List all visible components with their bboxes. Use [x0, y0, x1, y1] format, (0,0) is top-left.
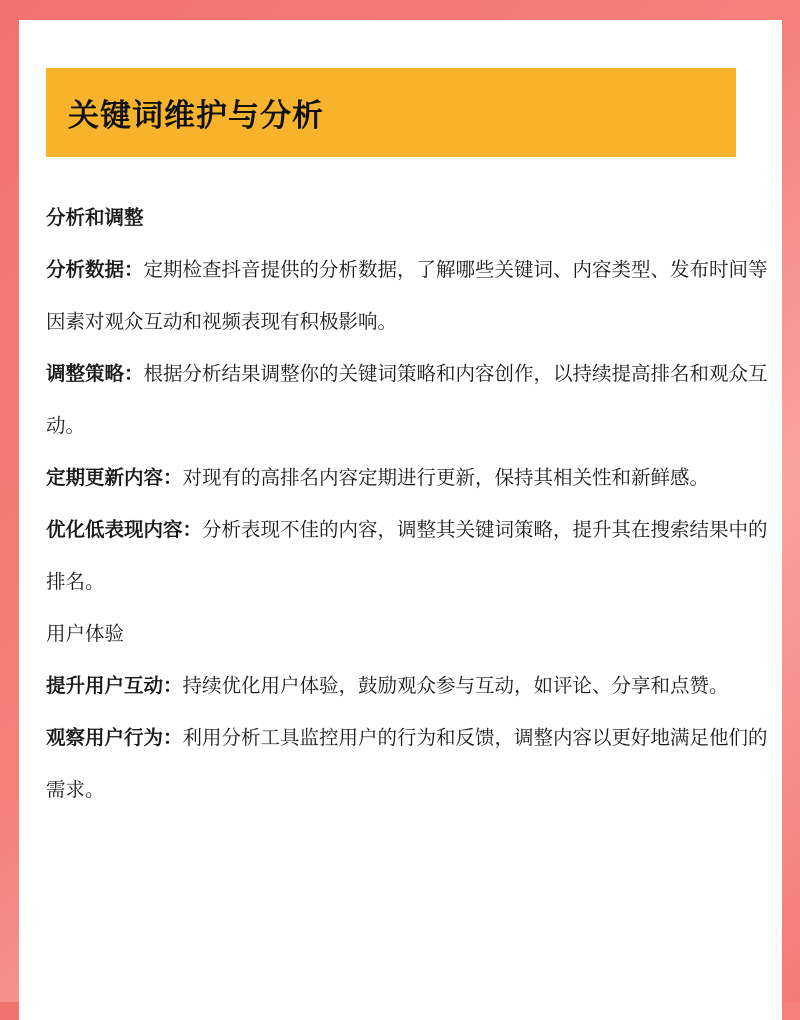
paragraph-update-content	[46, 452, 774, 504]
paragraph-text: 持续优化用户体验，鼓励观众参与互动，如评论、分享和点赞。	[182, 674, 729, 697]
paragraph-text: 分析表现不佳的内容，调整其关键词策略，提升其在搜索结果中的排名。	[46, 518, 768, 593]
title-banner	[46, 68, 736, 157]
paragraph-label: 定期更新内容：	[46, 466, 183, 489]
article-body	[46, 192, 774, 816]
paragraph-text: 利用分析工具监控用户的行为和反馈，调整内容以更好地满足他们的需求。	[46, 726, 768, 801]
section-heading-user-experience	[46, 608, 774, 660]
page-title: 关键词维护与分析	[68, 98, 324, 134]
article-card	[19, 20, 782, 1020]
paragraph-text: 根据分析结果调整你的关键词策略和内容创作，以持续提高排名和观众互动。	[46, 362, 768, 437]
paragraph-label: 调整策略：	[46, 362, 144, 385]
paragraph-label: 提升用户互动：	[46, 674, 183, 697]
paragraph-adjust-strategy	[46, 348, 774, 452]
paragraph-label: 观察用户行为：	[46, 726, 183, 749]
section-heading-analysis	[46, 192, 774, 244]
paragraph-label: 优化低表现内容：	[46, 518, 203, 541]
paragraph-observe-behavior	[46, 712, 774, 816]
paragraph-analyze-data	[46, 244, 774, 348]
paragraph-label: 分析数据：	[46, 258, 144, 281]
paragraph-text: 定期检查抖音提供的分析数据，了解哪些关键词、内容类型、发布时间等因素对观众互动和视频表现有积极影响。	[46, 258, 768, 333]
paragraph-boost-interaction	[46, 660, 774, 712]
section-heading-text: 用户体验	[46, 622, 125, 645]
paragraph-text: 对现有的高排名内容定期进行更新，保持其相关性和新鲜感。	[182, 466, 710, 489]
paragraph-optimize-low-performance	[46, 504, 774, 608]
section-heading-text: 分析和调整	[46, 206, 144, 229]
